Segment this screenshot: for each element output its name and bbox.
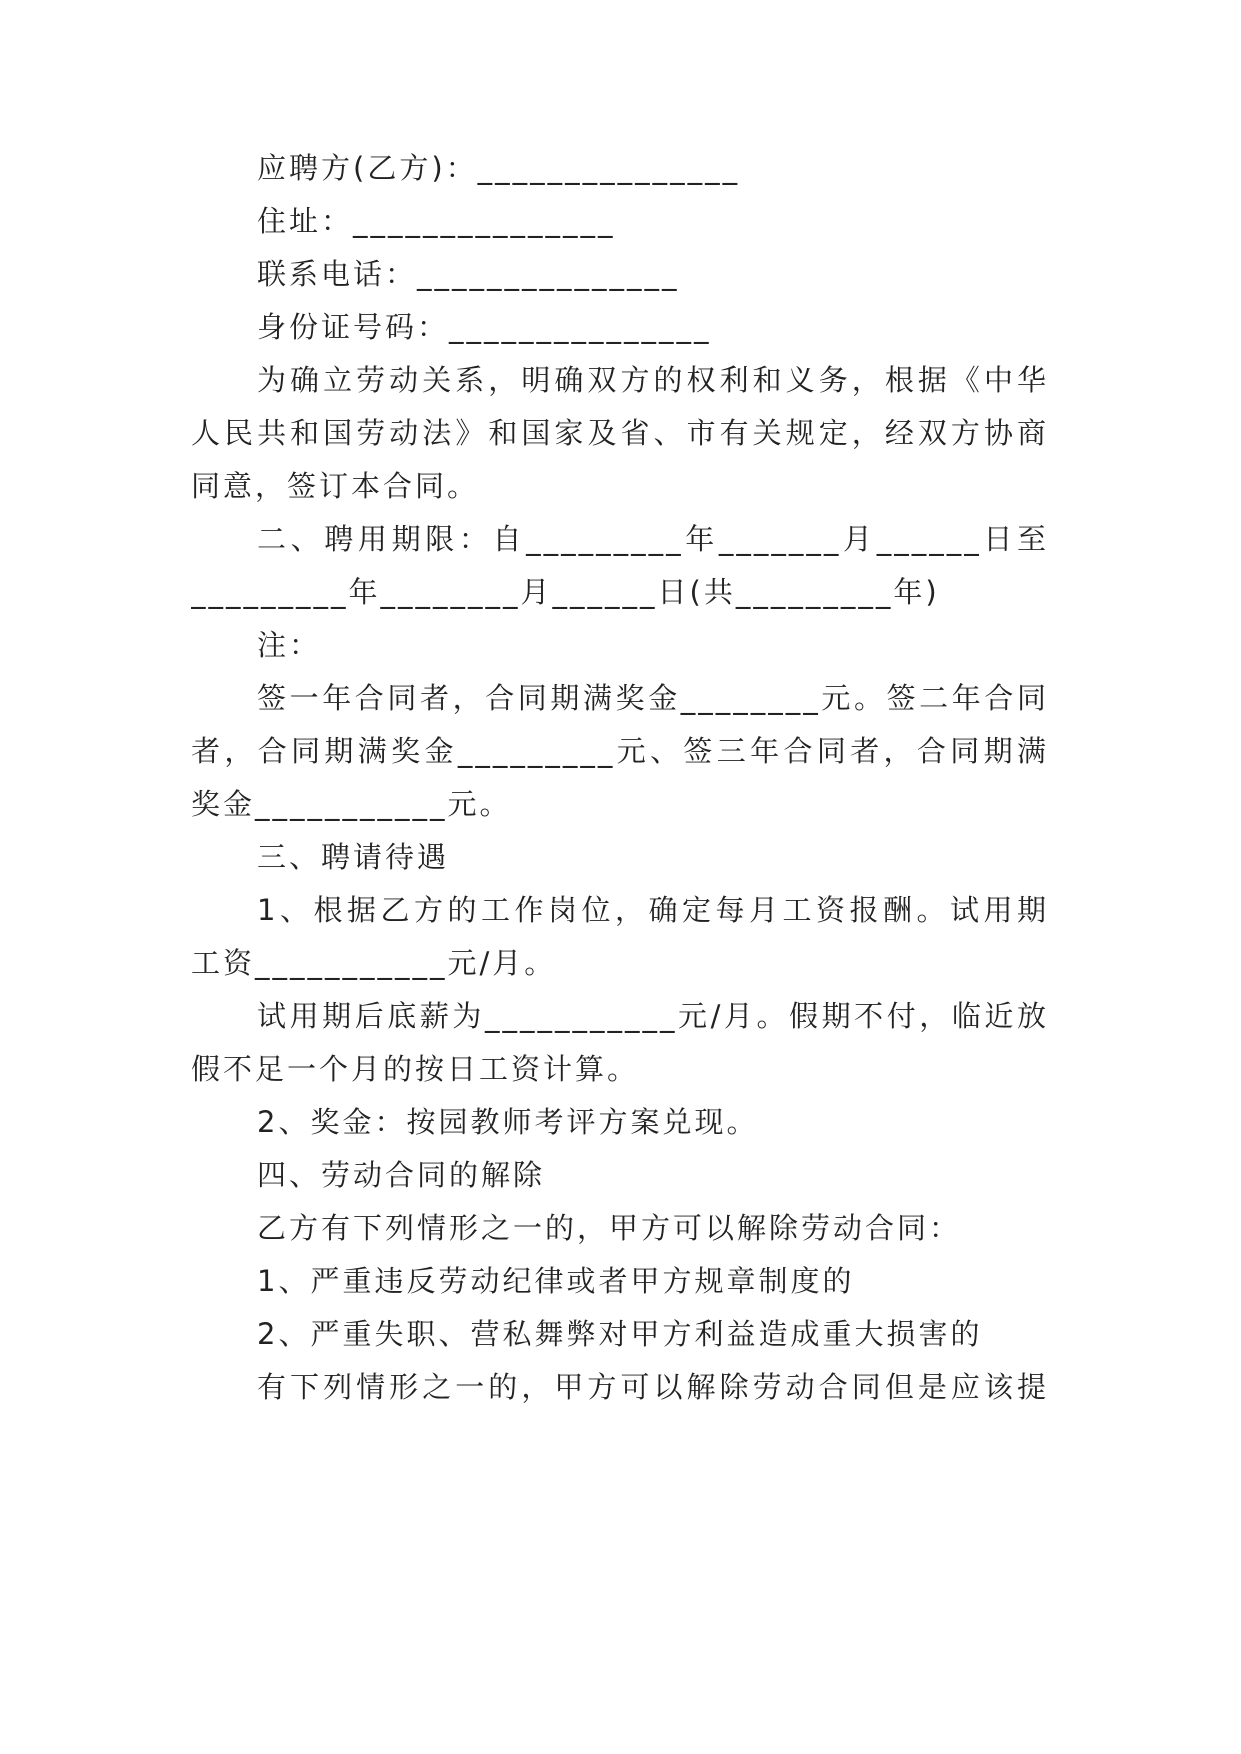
bonus-note-line-1: 签一年合同者，合同期满奖金________元。签二年合同 [257,681,1049,715]
section-heading-benefits: 三、聘请待遇 [257,840,450,874]
preamble-line-1: 为确立劳动关系，明确双方的权利和义务，根据《中华 [257,363,1049,397]
base-salary-line-2: 假不足一个月的按日工资计算。 [191,1052,640,1086]
bonus-note-line-3: 奖金___________元。 [191,787,512,821]
note-heading: 注： [257,628,322,662]
phone-field: 联系电话：_______________ [257,257,680,291]
preamble-line-3: 同意，签订本合同。 [191,469,480,503]
bonus-note-line-2: 者，合同期满奖金_________元、签三年合同者，合同期满 [191,734,1049,768]
section-heading-termination: 四、劳动合同的解除 [257,1158,546,1192]
termination-item-1: 1、严重违反劳动纪律或者甲方规章制度的 [257,1264,855,1298]
salary-clause-line-1: 1、根据乙方的工作岗位，确定每月工资报酬。试用期 [257,893,1049,927]
base-salary-line-1: 试用期后底薪为___________元/月。假期不付，临近放 [257,999,1049,1033]
bonus-clause: 2、奖金：按园教师考评方案兑现。 [257,1105,759,1139]
term-clause-line-1: 二、聘用期限：自_________年_______月______日至 [257,522,1049,556]
termination-notice-line: 有下列情形之一的，甲方可以解除劳动合同但是应该提 [257,1370,1049,1404]
termination-intro: 乙方有下列情形之一的，甲方可以解除劳动合同： [257,1211,962,1245]
address-field: 住址：_______________ [257,204,616,238]
id-number-field: 身份证号码：_______________ [257,310,712,344]
term-clause-line-2: _________年________月______日(共_________年) [191,575,940,609]
preamble-line-2: 人民共和国劳动法》和国家及省、市有关规定，经双方协商 [191,416,1049,450]
salary-clause-line-2: 工资___________元/月。 [191,946,557,980]
termination-item-2: 2、严重失职、营私舞弊对甲方利益造成重大损害的 [257,1317,983,1351]
applicant-party-field: 应聘方(乙方)：_______________ [257,151,741,185]
